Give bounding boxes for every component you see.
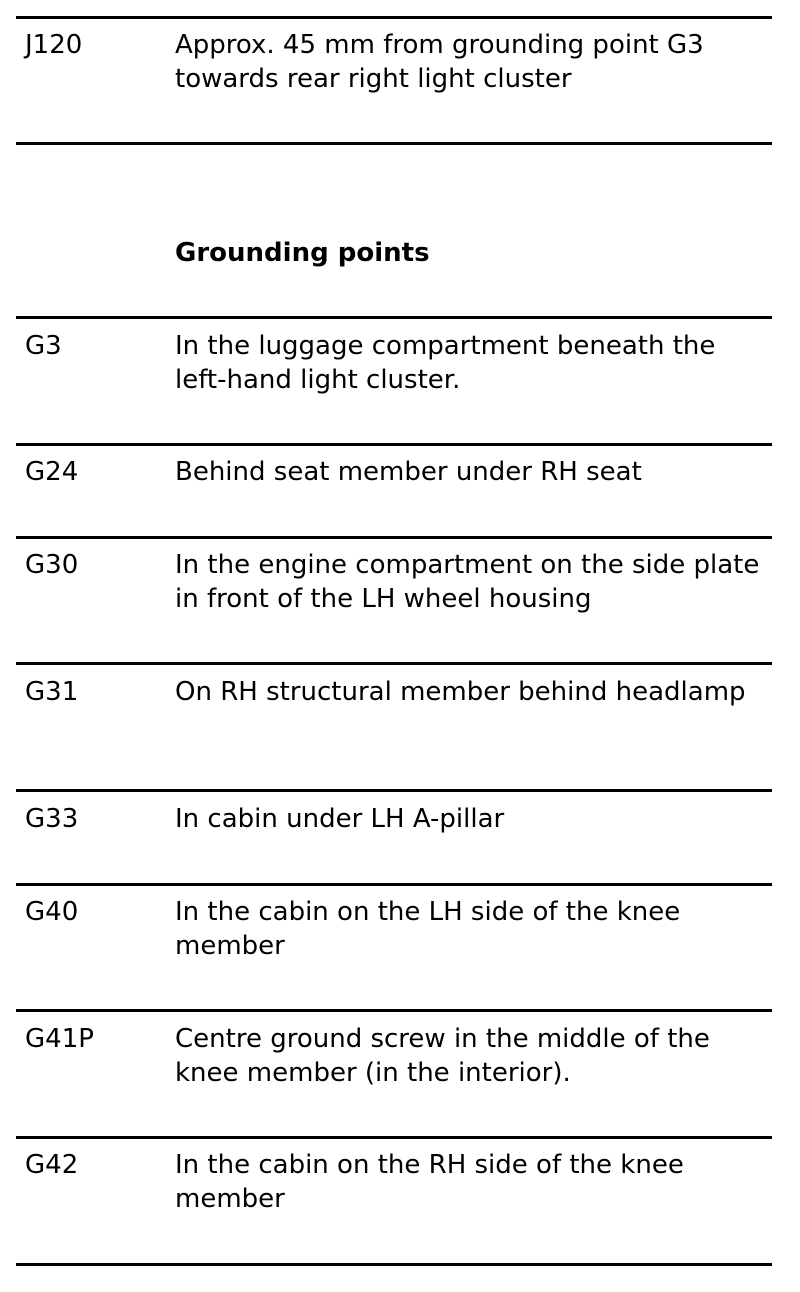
table-rule [16, 142, 772, 145]
table-rule [16, 1009, 772, 1012]
grounding-point-code: G40 [25, 897, 79, 927]
table-rule [16, 883, 772, 886]
grounding-point-code: G24 [25, 457, 79, 487]
grounding-point-description: On RH structural member behind headlamp [175, 677, 746, 707]
entry-description: Approx. 45 mm from grounding point G3 towards rear right light cluster [175, 30, 704, 94]
table-rule [16, 789, 772, 792]
grounding-point-code: G41P [25, 1024, 94, 1054]
table-rule [16, 316, 772, 319]
table-rule [16, 443, 772, 446]
grounding-point-code: G33 [25, 804, 79, 834]
grounding-point-code: G30 [25, 550, 79, 580]
table-rule [16, 1263, 772, 1266]
grounding-point-description: In the cabin on the RH side of the knee member [175, 1150, 684, 1214]
table-rule [16, 536, 772, 539]
grounding-point-code: G42 [25, 1150, 79, 1180]
grounding-point-description: Behind seat member under RH seat [175, 457, 642, 487]
grounding-point-description: In cabin under LH A-pillar [175, 804, 505, 834]
grounding-point-description: In the engine compartment on the side plate in front of the LH wheel housing [175, 550, 760, 614]
table-rule [16, 1136, 772, 1139]
entry-code: J120 [25, 30, 83, 60]
grounding-point-description: Centre ground screw in the middle of the knee member (in the interior). [175, 1024, 710, 1088]
table-rule [16, 16, 772, 19]
grounding-point-description: In the cabin on the LH side of the knee member [175, 897, 681, 961]
grounding-point-description: In the luggage compartment beneath the left-hand light cluster. [175, 331, 716, 395]
table-rule [16, 662, 772, 665]
section-heading: Grounding points [175, 238, 430, 268]
grounding-point-code: G3 [25, 331, 62, 361]
grounding-point-code: G31 [25, 677, 79, 707]
